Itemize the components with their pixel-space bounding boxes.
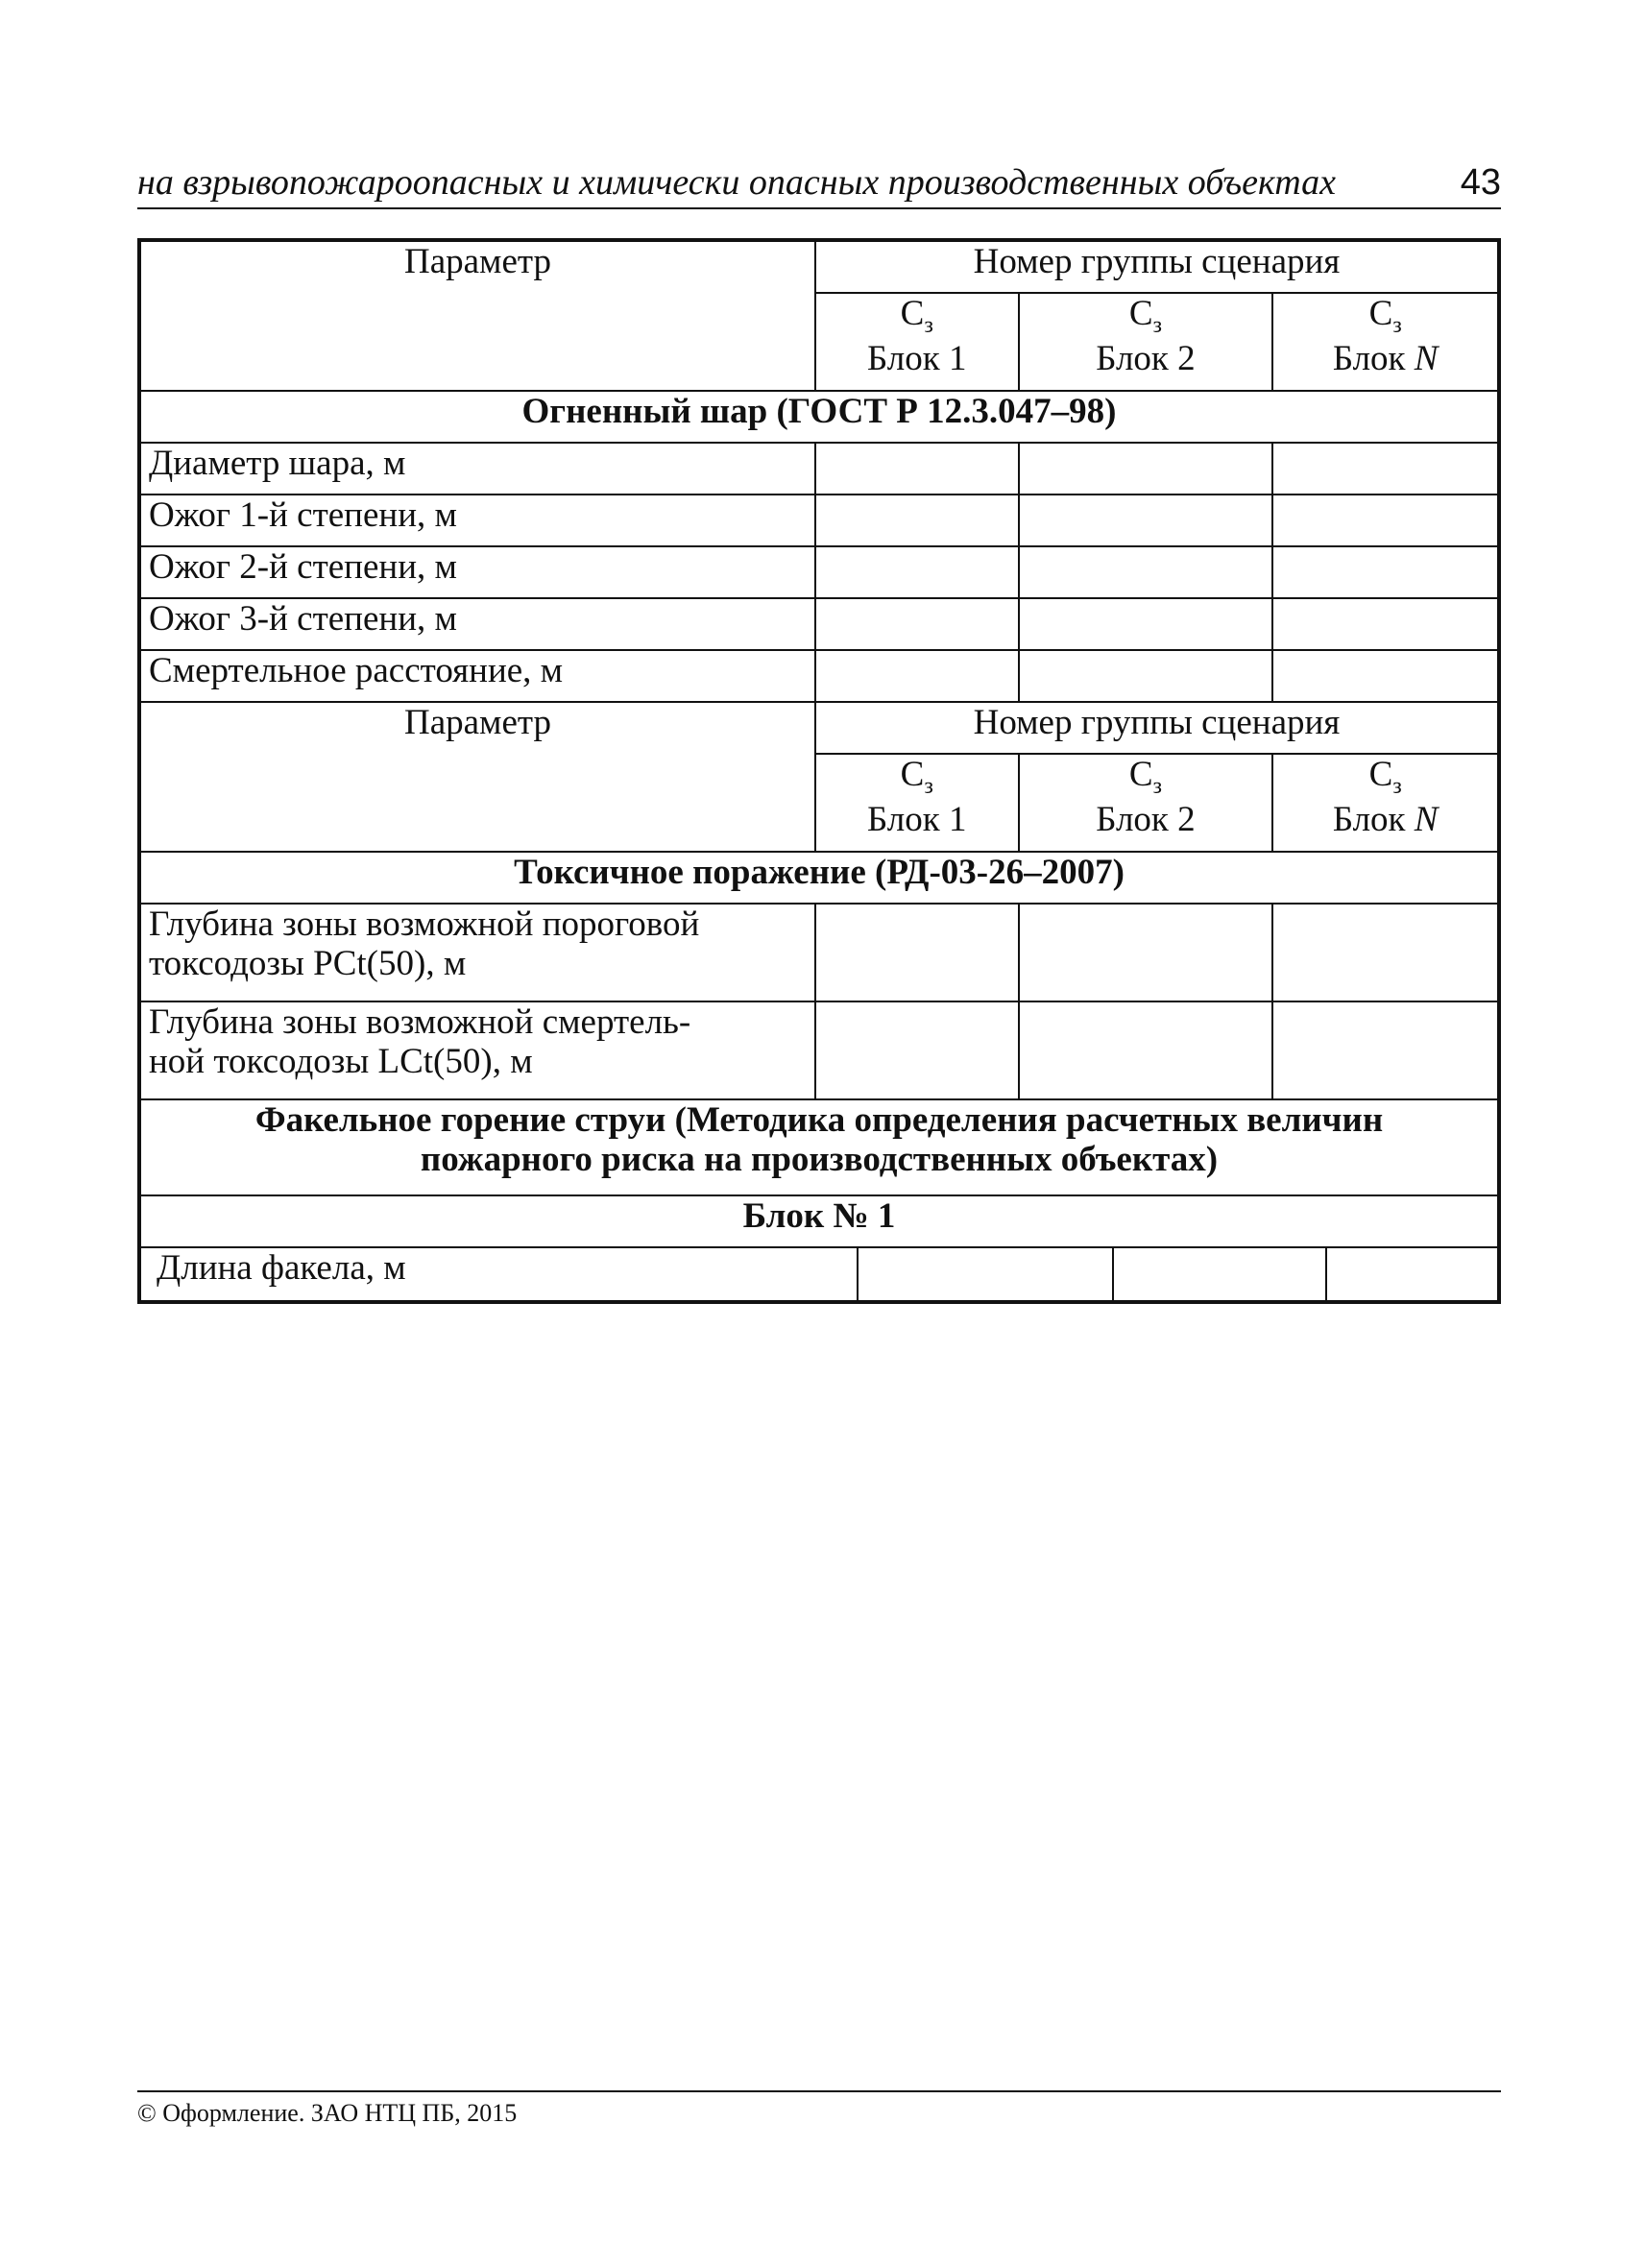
row-label-line: Глубина зоны возможной смертель-	[149, 1002, 691, 1042]
value-cell	[1019, 546, 1273, 598]
scenario-letter: С	[900, 755, 925, 794]
block-header	[1272, 754, 1499, 852]
value-cell	[1113, 1248, 1326, 1300]
value-cell	[815, 443, 1019, 495]
param-header: Параметр	[139, 702, 815, 852]
row-label: Длина факела, м	[157, 1248, 406, 1288]
param-header: Параметр	[139, 240, 815, 391]
value-cell	[1326, 1248, 1499, 1300]
value-cell	[1272, 546, 1499, 598]
block-word: Блок	[1332, 338, 1406, 378]
value-cell	[815, 904, 1019, 1001]
page-header	[137, 161, 1501, 209]
block-number: N	[1414, 799, 1439, 839]
value-cell	[1019, 443, 1273, 495]
row-label: Диаметр шара, м	[139, 443, 815, 495]
value-cell	[1019, 650, 1273, 702]
block-word: Блок	[1096, 799, 1169, 839]
row-label	[139, 1001, 815, 1099]
block-word: Блок	[867, 338, 940, 378]
value-cell	[815, 1001, 1019, 1099]
section-title-line: пожарного риска на производственных объектах)	[420, 1140, 1219, 1180]
row-label-line: токсодозы PCt(50), м	[149, 944, 467, 984]
scenario-sub: з	[1392, 313, 1402, 338]
row-label: Ожог 1-й степени, м	[139, 495, 815, 546]
block-header	[1019, 293, 1273, 391]
row-label-line: ной токсодозы LCt(50), м	[149, 1042, 533, 1082]
row-label: Ожог 2-й степени, м	[139, 546, 815, 598]
value-cell	[1272, 443, 1499, 495]
footer-rule	[137, 2090, 1501, 2092]
value-cell	[1019, 1001, 1273, 1099]
scenario-sub: з	[924, 313, 933, 338]
block-number: 1	[948, 799, 967, 839]
value-cell	[1019, 495, 1273, 546]
value-cell	[1272, 650, 1499, 702]
block-number: 2	[1177, 799, 1196, 839]
block-header	[1272, 293, 1499, 391]
block-header	[815, 754, 1019, 852]
value-cell	[1019, 598, 1273, 650]
value-cell	[815, 495, 1019, 546]
scenario-sub: з	[924, 774, 933, 799]
section-title-line: Факельное горение струи (Методика определения расчетных величин	[254, 1100, 1384, 1140]
block-word: Блок	[1096, 338, 1169, 378]
group-header: Номер группы сценария	[815, 240, 1499, 293]
section-title-toxic: Токсичное поражение (РД-03-26–2007)	[139, 852, 1499, 904]
jet-row-table	[149, 1248, 1499, 1300]
footer-copyright: © Оформление. ЗАО НТЦ ПБ, 2015	[137, 2099, 518, 2127]
block-header	[815, 293, 1019, 391]
page-number: 43	[1460, 162, 1501, 203]
block-header	[1019, 754, 1273, 852]
section-title-jet	[139, 1099, 1499, 1195]
scenario-sub: з	[1392, 774, 1402, 799]
scenario-sub: з	[1152, 774, 1163, 799]
block-number: 1	[948, 338, 967, 378]
row-label: Смертельное расстояние, м	[139, 650, 815, 702]
block-number: N	[1414, 338, 1439, 378]
value-cell	[1272, 598, 1499, 650]
section-title-fireball: Огненный шар (ГОСТ Р 12.3.047–98)	[139, 391, 1499, 443]
parameters-table	[137, 238, 1501, 1304]
value-cell	[815, 546, 1019, 598]
block-number: 2	[1177, 338, 1196, 378]
scenario-letter: С	[1128, 294, 1153, 333]
scenario-letter: С	[1128, 755, 1153, 794]
value-cell	[1272, 495, 1499, 546]
jet-row	[139, 1247, 1499, 1302]
row-label	[139, 904, 815, 1001]
block-word: Блок	[867, 799, 940, 839]
scenario-sub: з	[1152, 313, 1163, 338]
row-label-line: Глубина зоны возможной пороговой	[149, 905, 700, 944]
value-cell	[1272, 904, 1499, 1001]
value-cell	[815, 598, 1019, 650]
scenario-letter: С	[900, 294, 925, 333]
value-cell	[1019, 904, 1273, 1001]
scenario-letter: С	[1368, 294, 1393, 333]
group-header: Номер группы сценария	[815, 702, 1499, 754]
value-cell	[858, 1248, 1113, 1300]
value-cell	[1272, 1001, 1499, 1099]
block-word: Блок	[1332, 799, 1406, 839]
value-cell	[815, 650, 1019, 702]
scenario-letter: С	[1368, 755, 1393, 794]
running-title: на взрывопожароопасных и химически опасных производственных объектах	[137, 162, 1337, 203]
block-title: Блок № 1	[139, 1195, 1499, 1247]
row-label: Ожог 3-й степени, м	[139, 598, 815, 650]
